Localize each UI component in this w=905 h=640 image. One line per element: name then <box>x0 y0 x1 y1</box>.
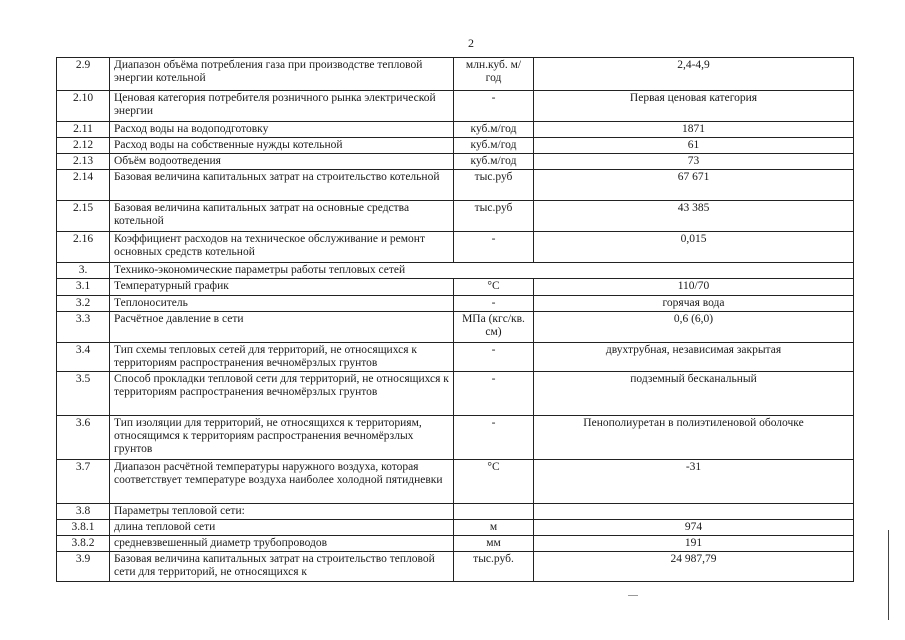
table-row <box>57 138 854 154</box>
unit-cell: млн.куб. м/ год <box>454 58 534 91</box>
value-cell: 73 <box>534 154 854 170</box>
table-row <box>57 170 854 201</box>
unit-cell: тыс.руб <box>454 170 534 201</box>
table-row <box>57 58 854 91</box>
table-row <box>57 552 854 582</box>
row-number: 2.9 <box>57 58 110 91</box>
table-row <box>57 312 854 343</box>
table-row <box>57 460 854 504</box>
unit-cell: - <box>454 372 534 416</box>
row-number: 3.5 <box>57 372 110 416</box>
unit-cell: куб.м/год <box>454 154 534 170</box>
row-number: 3. <box>57 263 110 279</box>
parameter-name: Расход воды на собственные нужды котельной <box>110 138 454 154</box>
row-number: 3.2 <box>57 296 110 312</box>
parameter-name: Тип изоляции для территорий, не относящихся к территориям, относящимся к территориям распространения вечномёрзлых грунтов <box>110 416 454 460</box>
value-cell: 110/70 <box>534 279 854 296</box>
value-cell: Первая ценовая категория <box>534 91 854 122</box>
table-row <box>57 201 854 232</box>
page-number: 2 <box>468 36 474 50</box>
unit-cell: куб.м/год <box>454 122 534 138</box>
parameter-name: Тип схемы тепловых сетей для территорий, не относящихся к территориям распространения вечномёрзлых грунтов <box>110 343 454 372</box>
table-row <box>57 263 854 279</box>
table-row <box>57 232 854 263</box>
parameter-name: Температурный график <box>110 279 454 296</box>
parameter-name: Ценовая категория потребителя розничного рынка электрической энергии <box>110 91 454 122</box>
unit-cell: МПа (кгс/кв. см) <box>454 312 534 343</box>
row-number: 2.14 <box>57 170 110 201</box>
row-number: 2.10 <box>57 91 110 122</box>
unit-cell: куб.м/год <box>454 138 534 154</box>
value-cell <box>534 504 854 520</box>
unit-cell: - <box>454 91 534 122</box>
unit-cell <box>454 504 534 520</box>
unit-cell: °С <box>454 279 534 296</box>
unit-cell: тыс.руб <box>454 201 534 232</box>
row-number: 2.15 <box>57 201 110 232</box>
value-cell: 1871 <box>534 122 854 138</box>
value-cell: 974 <box>534 520 854 536</box>
row-number: 2.13 <box>57 154 110 170</box>
unit-cell: °С <box>454 460 534 504</box>
table-row <box>57 154 854 170</box>
row-number: 2.16 <box>57 232 110 263</box>
value-cell: 0,6 (6,0) <box>534 312 854 343</box>
unit-cell: м <box>454 520 534 536</box>
value-cell: Пенополиуретан в полиэтиленовой оболочке <box>534 416 854 460</box>
value-cell: 2,4-4,9 <box>534 58 854 91</box>
table-row <box>57 91 854 122</box>
row-number: 3.1 <box>57 279 110 296</box>
row-number: 2.12 <box>57 138 110 154</box>
parameter-name: Способ прокладки тепловой сети для территорий, не относящихся к территориям распространения вечномёрзлых грунтов <box>110 372 454 416</box>
unit-cell: тыс.руб. <box>454 552 534 582</box>
value-cell: двухтрубная, независимая закрытая <box>534 343 854 372</box>
parameter-name: Параметры тепловой сети: <box>110 504 454 520</box>
row-number: 3.8 <box>57 504 110 520</box>
unit-cell: - <box>454 232 534 263</box>
value-cell: горячая вода <box>534 296 854 312</box>
parameter-name: Технико-экономические параметры работы тепловых сетей <box>110 263 854 279</box>
table-row <box>57 296 854 312</box>
parameter-name: Теплоноситель <box>110 296 454 312</box>
table-row <box>57 372 854 416</box>
parameter-name: Базовая величина капитальных затрат на строительство котельной <box>110 170 454 201</box>
unit-cell: мм <box>454 536 534 552</box>
parameter-name: Базовая величина капитальных затрат на основные средства котельной <box>110 201 454 232</box>
row-number: 3.3 <box>57 312 110 343</box>
parameter-name: Диапазон расчётной температуры наружного воздуха, которая соответствует температуре воздуха наиболее холодной пятидневки <box>110 460 454 504</box>
row-number: 3.8.1 <box>57 520 110 536</box>
unit-cell: - <box>454 343 534 372</box>
parameter-name: Диапазон объёма потребления газа при производстве тепловой энергии котельной <box>110 58 454 91</box>
unit-cell: - <box>454 416 534 460</box>
table-row <box>57 536 854 552</box>
value-cell: 43 385 <box>534 201 854 232</box>
table-row <box>57 279 854 296</box>
unit-cell: - <box>454 296 534 312</box>
table-body <box>57 58 854 582</box>
table-row <box>57 504 854 520</box>
parameters-table <box>56 57 854 582</box>
value-cell: 24 987,79 <box>534 552 854 582</box>
parameter-name: Расход воды на водоподготовку <box>110 122 454 138</box>
table-row <box>57 520 854 536</box>
table-row <box>57 416 854 460</box>
row-number: 3.8.2 <box>57 536 110 552</box>
value-cell: 67 671 <box>534 170 854 201</box>
parameter-name: Коэффициент расходов на техническое обслуживание и ремонт основных средств котельной <box>110 232 454 263</box>
row-number: 3.4 <box>57 343 110 372</box>
row-number: 3.6 <box>57 416 110 460</box>
parameter-name: Объём водоотведения <box>110 154 454 170</box>
row-number: 3.7 <box>57 460 110 504</box>
value-cell: 61 <box>534 138 854 154</box>
value-cell: подземный бесканальный <box>534 372 854 416</box>
scan-edge-line <box>888 530 889 620</box>
value-cell: -31 <box>534 460 854 504</box>
parameter-name: средневзвешенный диаметр трубопроводов <box>110 536 454 552</box>
table-row <box>57 122 854 138</box>
row-number: 3.9 <box>57 552 110 582</box>
parameter-name: длина тепловой сети <box>110 520 454 536</box>
value-cell: 191 <box>534 536 854 552</box>
row-number: 2.11 <box>57 122 110 138</box>
scan-mark <box>628 595 638 596</box>
parameter-name: Расчётное давление в сети <box>110 312 454 343</box>
value-cell: 0,015 <box>534 232 854 263</box>
table-row <box>57 343 854 372</box>
parameter-name: Базовая величина капитальных затрат на строительство тепловой сети для территорий, не относящихся к <box>110 552 454 582</box>
